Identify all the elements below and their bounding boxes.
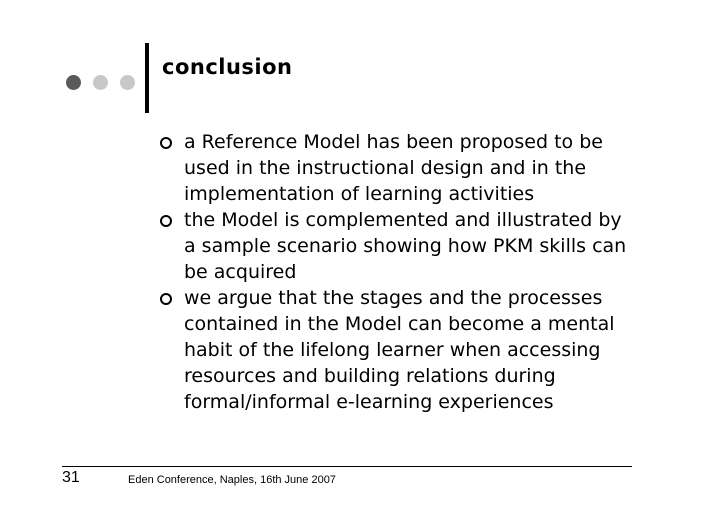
footer-divider	[62, 466, 632, 467]
dot-light-icon	[93, 75, 108, 90]
bullet-item	[160, 129, 630, 207]
slide-title: conclusion	[162, 55, 293, 79]
bullet-text: we argue that the stages and the processes contained in the Model can become a mental habit of the lifelong learner when accessing resources and building relations during formal/informal e-learning experiences	[184, 287, 615, 413]
bullet-item	[160, 207, 630, 285]
decorative-dots	[66, 75, 136, 95]
bullet-text: a Reference Model has been proposed to be used in the instructional design and in the implementation of learning activities	[184, 131, 603, 205]
circle-bullet-icon	[160, 293, 172, 305]
dot-light-icon	[120, 75, 135, 90]
page-number: 31	[62, 469, 80, 486]
dot-dark-icon	[66, 75, 81, 90]
circle-bullet-icon	[160, 137, 172, 149]
circle-bullet-icon	[160, 215, 172, 227]
footer-text: Eden Conference, Naples, 16th June 2007	[128, 474, 336, 486]
bullet-list	[160, 129, 630, 415]
bullet-item	[160, 285, 630, 415]
bullet-text: the Model is complemented and illustrated by a sample scenario showing how PKM skills can be acquired	[184, 209, 627, 283]
title-accent-bar	[145, 43, 149, 113]
